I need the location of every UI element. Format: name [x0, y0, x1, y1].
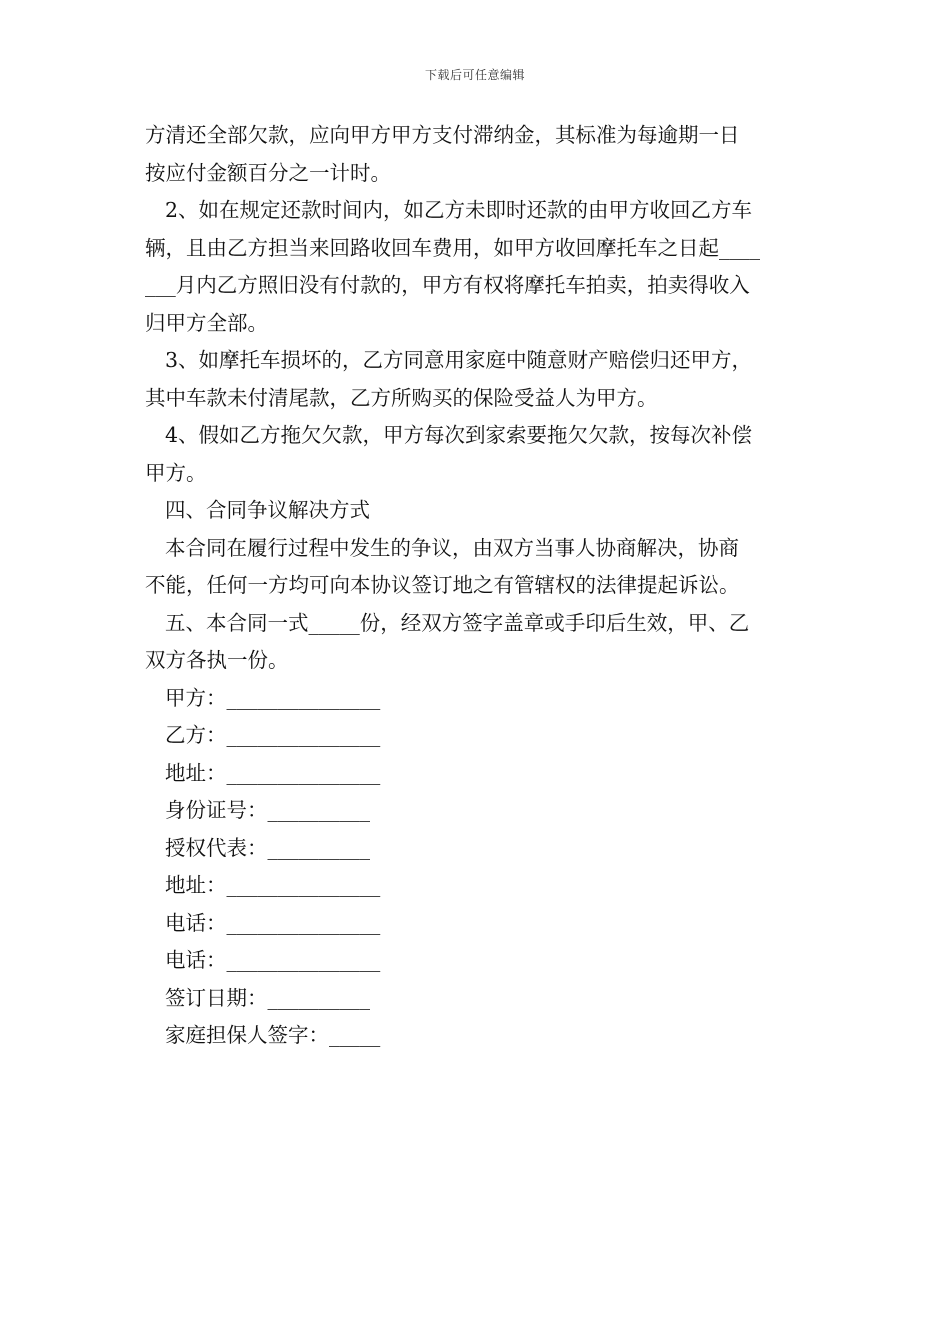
- signature-field: 身份证号：__________: [165, 798, 370, 822]
- body-line: 辆，且由乙方担当来回路收回车费用，如甲方收回摩托车之日起____: [145, 235, 760, 260]
- signature-field: 地址：_______________: [165, 873, 381, 897]
- body-line: 4、假如乙方拖欠欠款，甲方每次到家索要拖欠欠款，按每次补偿: [165, 423, 753, 447]
- body-line: 按应付金额百分之一计时。: [145, 160, 391, 185]
- document-body: [145, 117, 810, 1055]
- signature-field: 签订日期：__________: [165, 985, 370, 1010]
- signature-field: 乙方：_______________: [165, 723, 381, 747]
- body-line: 其中车款未付清尾款，乙方所购买的保险受益人为甲方。: [145, 385, 658, 410]
- signature-field: 授权代表：__________: [165, 835, 370, 860]
- page-header: 下载后可任意编辑: [424, 68, 525, 82]
- contract-clauses: [145, 117, 810, 680]
- body-line: 四、合同争议解决方式: [165, 498, 370, 522]
- body-line: ___月内乙方照旧没有付款的，甲方有权将摩托车拍卖，拍卖得收入: [145, 273, 750, 297]
- body-line: 2、如在规定还款时间内，如乙方未即时还款的由甲方收回乙方车: [165, 198, 753, 222]
- signature-field: 地址：_______________: [165, 760, 381, 785]
- body-line: 五、本合同一式_____份，经双方签字盖章或手印后生效，甲、乙: [165, 610, 750, 635]
- signature-field: 甲方：_______________: [165, 685, 381, 710]
- body-line: 甲方。: [145, 460, 207, 485]
- body-line: 双方各执一份。: [145, 648, 289, 672]
- body-line: 3、如摩托车损坏的，乙方同意用家庭中随意财产赔偿归还甲方，: [165, 348, 753, 372]
- signature-field: 电话：_______________: [165, 910, 381, 935]
- signature-field: 电话：_______________: [165, 948, 381, 972]
- signature-fields: [145, 680, 810, 1055]
- signature-field: 家庭担保人签字：_____: [165, 1023, 381, 1047]
- body-line: 本合同在履行过程中发生的争议，由双方当事人协商解决，协商: [165, 535, 739, 560]
- body-line: 不能，任何一方均可向本协议签订地之有管辖权的法律提起诉讼。: [145, 573, 740, 597]
- body-line: 归甲方全部。: [145, 310, 268, 335]
- body-line: 方清还全部欠款，应向甲方甲方支付滞纳金，其标准为每逾期一日: [145, 123, 740, 147]
